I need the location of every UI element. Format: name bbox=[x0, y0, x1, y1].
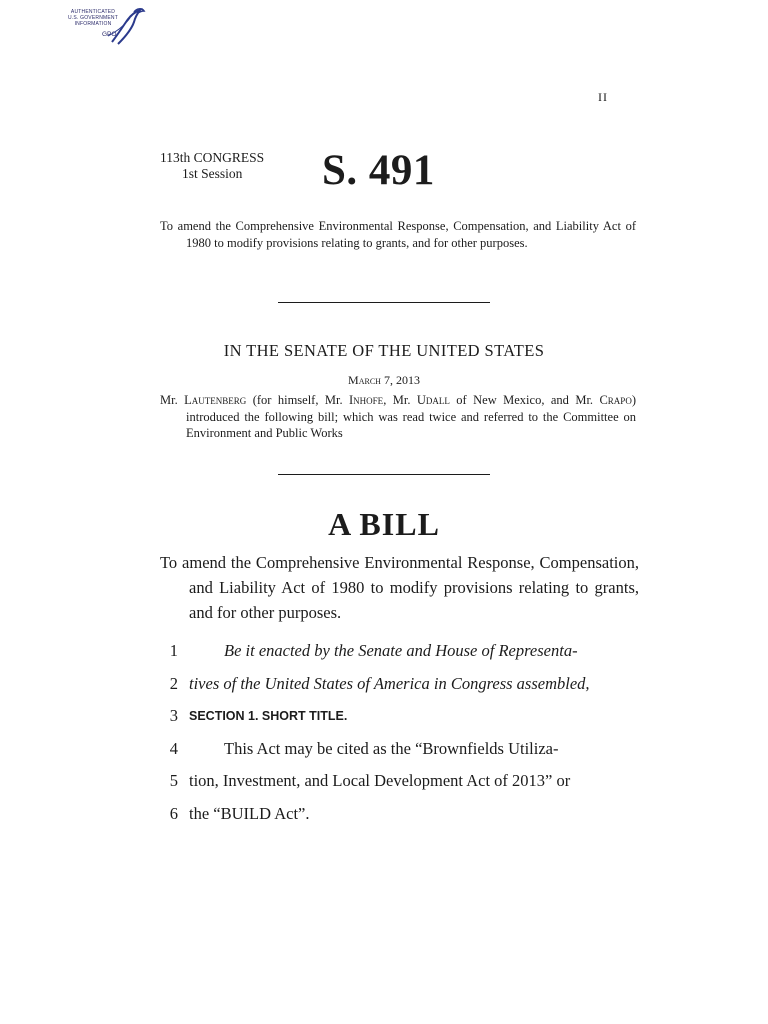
page-mark: II bbox=[598, 90, 608, 104]
gpo-authentication-logo bbox=[64, 6, 148, 46]
bill-line bbox=[160, 737, 610, 761]
sponsors-text-d: of New Mexico, and Mr. bbox=[449, 393, 600, 407]
sponsors-text-c: , Mr. bbox=[383, 393, 417, 407]
sponsors-text-b: (for himself, Mr. bbox=[246, 393, 350, 407]
sponsors-statement bbox=[160, 392, 636, 442]
bill-number: S. 491 bbox=[322, 147, 435, 194]
short-purpose: To amend the Comprehensive Environmental Response, Compensation, and Liability Act of 1980 to modify provisions relating to grants, and for other purposes. bbox=[160, 219, 636, 250]
line-number: 3 bbox=[169, 706, 178, 725]
bill-line bbox=[160, 639, 610, 663]
bill-line bbox=[160, 802, 610, 826]
line-number: 1 bbox=[169, 641, 178, 660]
divider-rule bbox=[278, 474, 490, 475]
sponsor-inhofe: Inhofe bbox=[349, 393, 384, 407]
line-text: tives of the United States of America in Congress assembled, bbox=[189, 674, 590, 693]
sponsor-crapo: Crapo bbox=[599, 393, 632, 407]
document-title: A BILL bbox=[328, 506, 440, 542]
congress-label: 113th CONGRESS bbox=[160, 150, 265, 165]
section-heading: SECTION 1. SHORT TITLE. bbox=[189, 709, 348, 723]
line-text: the “BUILD Act”. bbox=[189, 804, 310, 823]
introduction-date: March 7, 2013 bbox=[348, 373, 420, 387]
bill-line bbox=[160, 704, 610, 728]
bill-line bbox=[160, 672, 610, 696]
logo-line-1: AUTHENTICATED bbox=[70, 9, 116, 15]
sponsor-lautenberg: Lautenberg bbox=[184, 393, 247, 407]
line-text: Be it enacted by the Senate and House of Representa- bbox=[224, 641, 578, 660]
divider-rule bbox=[278, 302, 490, 303]
line-text: This Act may be cited as the “Brownfields Utiliza- bbox=[224, 739, 559, 758]
sponsors-text-e: ) introduced the following bill; which was read twice and referred to the Committee on Environment and Public Works bbox=[186, 393, 636, 440]
logo-line-3: INFORMATION bbox=[74, 21, 112, 27]
long-purpose: To amend the Comprehensive Environmental Response, Compensation, and Liability Act of 1980 to modify provisions relating to grants, and for other purposes. bbox=[160, 553, 639, 622]
line-number: 2 bbox=[169, 674, 178, 693]
chamber-heading: IN THE SENATE OF THE UNITED STATES bbox=[223, 341, 545, 360]
sponsor-udall: Udall bbox=[416, 393, 450, 407]
congress-session-info bbox=[160, 150, 264, 182]
bill-line bbox=[160, 769, 610, 793]
logo-line-2: U.S. GOVERNMENT bbox=[68, 15, 118, 21]
line-number: 4 bbox=[169, 739, 178, 758]
eagle-icon bbox=[104, 6, 146, 46]
session-label: 1st Session bbox=[182, 166, 243, 181]
line-text: tion, Investment, and Local Development Act of 2013” or bbox=[189, 771, 571, 790]
line-number: 5 bbox=[169, 771, 178, 790]
logo-abbr: GPO bbox=[102, 31, 117, 38]
line-number: 6 bbox=[169, 804, 178, 823]
sponsors-text-a: Mr. bbox=[160, 393, 185, 407]
